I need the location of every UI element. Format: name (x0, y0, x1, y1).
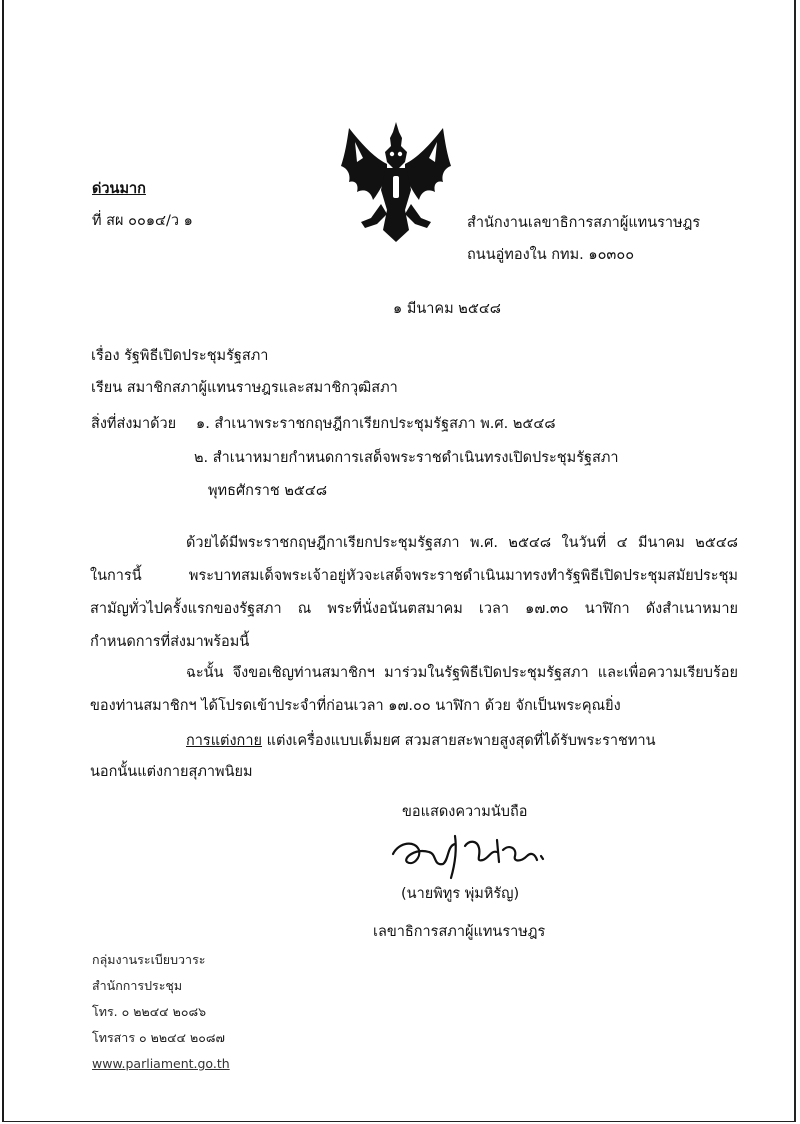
enclosures-label: สิ่งที่ส่งมาด้วย (91, 416, 177, 432)
enclosure-item: ๑. สำเนาพระราชกฤษฎีกาเรียกประชุมรัฐสภา พ.ศ. ๒๕๔๘ (196, 416, 556, 432)
handwritten-signature (385, 826, 555, 882)
sender-address: ถนนอู่ทองใน กทม. ๑๐๓๐๐ (467, 247, 635, 263)
garuda-emblem-icon (335, 118, 457, 246)
footer-bureau: สำนักการประชุม (92, 978, 183, 993)
footer-website-link[interactable]: www.parliament.go.th (92, 1056, 230, 1071)
salutation-line: เรียน สมาชิกสภาผู้แทนราษฎรและสมาชิกวุฒิสภา (91, 380, 398, 396)
letter-date: ๑ มีนาคม ๒๕๔๘ (393, 301, 501, 317)
dress-code-text: แต่งเครื่องแบบเต็มยศ สวมสายสะพายสูงสุดที่ได้รับพระราชทาน (261, 733, 656, 749)
body-line: ในการนี้ พระบาทสมเด็จพระเจ้าอยู่หัวจะเสด็จพระราชดำเนินมาทรงทำรัฐพิธีเปิดประชุมสมัยประชุม (90, 568, 738, 584)
closing-phrase: ขอแสดงความนับถือ (402, 804, 528, 820)
body-line: ของท่านสมาชิกฯ ได้โปรดเข้าประจำที่ก่อนเวลา ๑๗.๐๐ นาฬิกา ด้วย จักเป็นพระคุณยิ่ง (90, 698, 621, 714)
footer-telephone: โทร. ๐ ๒๒๔๔ ๒๐๘๖ (92, 1004, 207, 1019)
signatory-name: (นายพิทูร พุ่มหิรัญ) (401, 886, 520, 902)
sender-office: สำนักงานเลขาธิการสภาผู้แทนราษฎร (467, 215, 701, 231)
reference-number: ที่ สผ ๐๐๑๔/ว ๑ (92, 213, 193, 229)
dress-code-line (186, 731, 656, 751)
urgency-mark: ด่วนมาก (92, 181, 146, 197)
dress-code-continuation: นอกนั้นแต่งกายสุภาพนิยม (90, 764, 253, 780)
footer-fax: โทรสาร ๐ ๒๒๔๔ ๒๐๘๗ (92, 1030, 225, 1045)
enclosure-item: ๒. สำเนาหมายกำหนดการเสด็จพระราชดำเนินทรงเปิดประชุมรัฐสภา (194, 450, 619, 466)
body-line: ด้วยได้มีพระราชกฤษฎีกาเรียกประชุมรัฐสภา พ.ศ. ๒๕๔๘ ในวันที่ ๔ มีนาคม ๒๕๔๘ (186, 535, 738, 551)
body-line: กำหนดการที่ส่งมาพร้อมนี้ (90, 634, 250, 650)
enclosure-item-continuation: พุทธศักราช ๒๕๔๘ (208, 483, 328, 499)
body-line: สามัญทั่วไปครั้งแรกของรัฐสภา ณ พระที่นั่งอนันตสมาคม เวลา ๑๗.๓๐ นาฬิกา ดังสำเนาหมาย (90, 601, 738, 617)
body-line: ฉะนั้น จึงขอเชิญท่านสมาชิกฯ มาร่วมในรัฐพิธีเปิดประชุมรัฐสภา และเพื่อความเรียบร้อย (186, 665, 738, 681)
dress-code-label: การแต่งกาย (186, 733, 262, 749)
footer-division: กลุ่มงานระเบียบวาระ (92, 952, 206, 967)
subject-line: เรื่อง รัฐพิธีเปิดประชุมรัฐสภา (91, 348, 269, 364)
signatory-title: เลขาธิการสภาผู้แทนราษฎร (373, 924, 546, 940)
